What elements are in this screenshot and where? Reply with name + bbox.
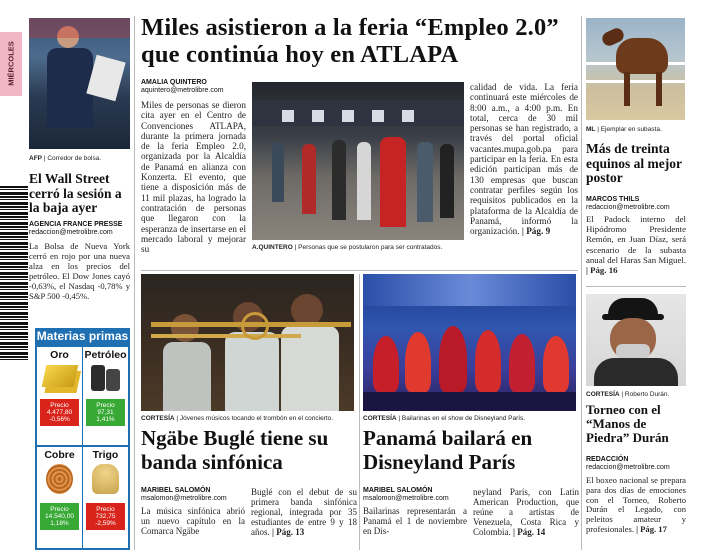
band-body-col2-text: Buglé con el debut de su primera banda sinfónica regional, integrada por 35 estudiantes de entre 9 y 18 años. — [251, 487, 357, 537]
boxing-body-text: El boxeo nacional se prepara para dos días de emociones con el Torneo, Roberto Durán el Legado, con peleitos amateur y profesionales. — [586, 475, 686, 534]
main-body-col1: Miles de personas se dieron cita ayer en el Centro de Convenciones ATLAPA, durante la primera jornada de la feria Empleo 2.0, organizada por la Alcaldía de Panamá en alianza con Konzerta. El evento, que tiene a disposición más de 11 mil plazas, ha logrado la contratación de personas que llegaron con la esperanza de insertarse en el mercado laboral y mejorar su — [141, 100, 246, 255]
band-caption: CORTESÍA | Jóvenes músicos tocando el trombón en el concierto. — [141, 415, 334, 422]
caption-credit: CORTESÍA — [586, 391, 620, 398]
band-body-col2 — [251, 487, 357, 537]
main-photo — [252, 82, 464, 240]
commodity-name: Petróleo — [84, 349, 127, 361]
price-change: 1,18% — [50, 520, 69, 527]
caption-credit: CORTESÍA — [141, 415, 175, 422]
horses-caption: ML | Ejemplar en subasta. — [586, 126, 662, 133]
wallstreet-caption: AFP | Corredor de bolsa. — [29, 155, 102, 162]
wallstreet-body: La Bolsa de Nueva York cerró en rojo por una nueva alza en los precios del petróleo. El Dow Jones cayó -0,63%, el Nasdaq -0,78% y S&P 500 -0,45%. — [29, 241, 130, 301]
commodity-price — [86, 503, 125, 530]
page-ref: | Pág. 17 — [636, 523, 667, 534]
boxing-photo — [586, 294, 686, 386]
price-value: 732,75 — [95, 513, 116, 520]
disney-body-col2 — [473, 487, 579, 537]
caption-text: Corredor de bolsa. — [47, 155, 102, 162]
disney-headline: Panamá bailará en Disneyland París — [363, 426, 533, 474]
price-value: 14.540,00 — [45, 513, 74, 520]
commodity-price — [40, 399, 79, 426]
caption-text: Bailarinas en el show de Disneyland París. — [401, 415, 526, 422]
section-tab-label: MIÉRCOLES — [6, 41, 16, 86]
author: REDACCIÓN — [586, 456, 629, 463]
disney-body-col2-text: neyland París, con Latin American Production, que reúne a artistas de Venezuela, Costa Rica y Colombia. — [473, 487, 579, 537]
wheat-sack-icon — [92, 464, 119, 494]
copper-coil-icon — [46, 464, 73, 494]
author: MARCOS THILS — [586, 196, 640, 203]
author: AMALIA QUINTERO — [141, 79, 207, 86]
price-label: Precio — [96, 506, 115, 513]
page-ref: | Pág. 9 — [521, 226, 551, 237]
commodity-name: Cobre — [44, 449, 75, 461]
author-email: aquintero@metrolibre.com — [141, 87, 224, 94]
commodity-name: Oro — [50, 349, 69, 361]
commodity-copper — [37, 447, 82, 548]
gold-bars-icon — [42, 365, 79, 387]
price-label: Precio — [50, 402, 69, 409]
author: MARIBEL SALOMÓN — [363, 487, 433, 494]
disney-caption: CORTESÍA | Bailarinas en el show de Disneyland París. — [363, 415, 526, 422]
oil-barrels-icon — [91, 365, 105, 391]
author: AGENCIA FRANCE PRESSE — [29, 221, 123, 228]
horses-byline — [586, 196, 688, 212]
author-email: msalomon@metrolibre.com — [141, 495, 227, 502]
caption-text: Roberto Durán. — [624, 391, 670, 398]
boxing-caption: CORTESÍA | Roberto Durán. — [586, 391, 670, 398]
page-ref: | Pág. 16 — [586, 265, 618, 276]
disney-byline — [363, 487, 473, 503]
oil-barrels-icon-2 — [106, 369, 120, 391]
horses-body — [586, 214, 686, 275]
commodity-name: Trigo — [92, 449, 119, 461]
price-value: 4.477,80 — [46, 409, 73, 416]
main-photo-caption: A.QUINTERO | Personas que se postularon para ser contratados. — [252, 244, 443, 251]
caption-credit: A.QUINTERO — [252, 244, 293, 251]
commodities-box — [35, 328, 130, 550]
price-change: 1,41% — [96, 416, 115, 423]
price-change: -0,56% — [49, 416, 70, 423]
main-headline: Miles asistieron a la feria “Empleo 2.0” que continúa hoy en ATLAPA — [141, 14, 559, 68]
wallstreet-headline: El Wall Street cerró la sesión a la baja ayer — [29, 171, 122, 215]
page-ref: | Pág. 13 — [272, 527, 305, 537]
page-ref: | Pág. 14 — [513, 527, 546, 537]
disney-body-col1: Bailarinas representarán a Panamá el 1 de noviembre en Dis- — [363, 506, 467, 536]
commodity-price — [86, 399, 125, 426]
caption-text: Personas que se postularon para ser contratados. — [298, 244, 443, 251]
horses-body-text: El Padock interno del Hipódromo Presidente Remón, en Juan Díaz, será escenario de la subasta anual del Haras San Miguel. — [586, 214, 686, 265]
band-byline — [141, 487, 251, 503]
commodities-title: Materias primas — [36, 329, 129, 343]
price-label: Precio — [96, 402, 115, 409]
commodity-wheat — [83, 447, 128, 548]
boxing-headline: Torneo con el “Manos de Piedra” Durán — [586, 402, 669, 445]
band-body-col1: La música sinfónica abrió un nuevo capítulo en la Comarca Ngäbe — [141, 506, 245, 536]
author-email: redaccion@metrolibre.com — [586, 464, 670, 471]
band-photo — [141, 274, 354, 411]
boxing-body — [586, 476, 686, 535]
caption-text: Jóvenes músicos tocando el trombón en el concierto. — [179, 415, 334, 422]
horses-photo — [586, 18, 685, 120]
disney-photo — [363, 274, 576, 411]
commodity-oil — [83, 347, 128, 445]
commodity-price — [40, 503, 79, 530]
author-email: redaccion@metrolibre.com — [29, 229, 113, 236]
horses-headline: Más de treinta equinos al mejor postor — [586, 141, 682, 185]
price-label: Precio — [50, 506, 69, 513]
author-email: redaccion@metrolibre.com — [586, 204, 670, 211]
band-headline: Ngäbe Buglé tiene su banda sinfónica — [141, 426, 329, 474]
caption-credit: AFP — [29, 155, 42, 162]
caption-credit: ML — [586, 126, 596, 133]
main-byline — [141, 79, 251, 95]
boxing-byline — [586, 456, 688, 472]
main-body-col2 — [470, 82, 578, 236]
author: MARIBEL SALOMÓN — [141, 487, 211, 494]
price-value: 97,31 — [97, 409, 114, 416]
caption-credit: CORTESÍA — [363, 415, 397, 422]
author-email: msalomon@metrolibre.com — [363, 495, 449, 502]
commodity-gold — [37, 347, 82, 445]
caption-text: Ejemplar en subasta. — [600, 126, 662, 133]
barcode — [0, 186, 28, 360]
main-body-col2-text: calidad de vida. La feria continuará este miércoles de 8:00 a.m., a 4:00 p.m. En total, cerca de 30 mil personas se han registrado, a través del portal oficial vacantes.mupa.gob.pa para participar en la feria. En esta edición participan más de 130 empresas que buscan contratar perfiles según los requisitos publicados en la plataforma de la Alcaldía de Panamá, informó la organización. — [470, 82, 578, 237]
wallstreet-photo — [29, 18, 130, 149]
price-change: -2,59% — [95, 520, 116, 527]
wallstreet-byline — [29, 221, 130, 237]
section-tab — [0, 32, 22, 96]
